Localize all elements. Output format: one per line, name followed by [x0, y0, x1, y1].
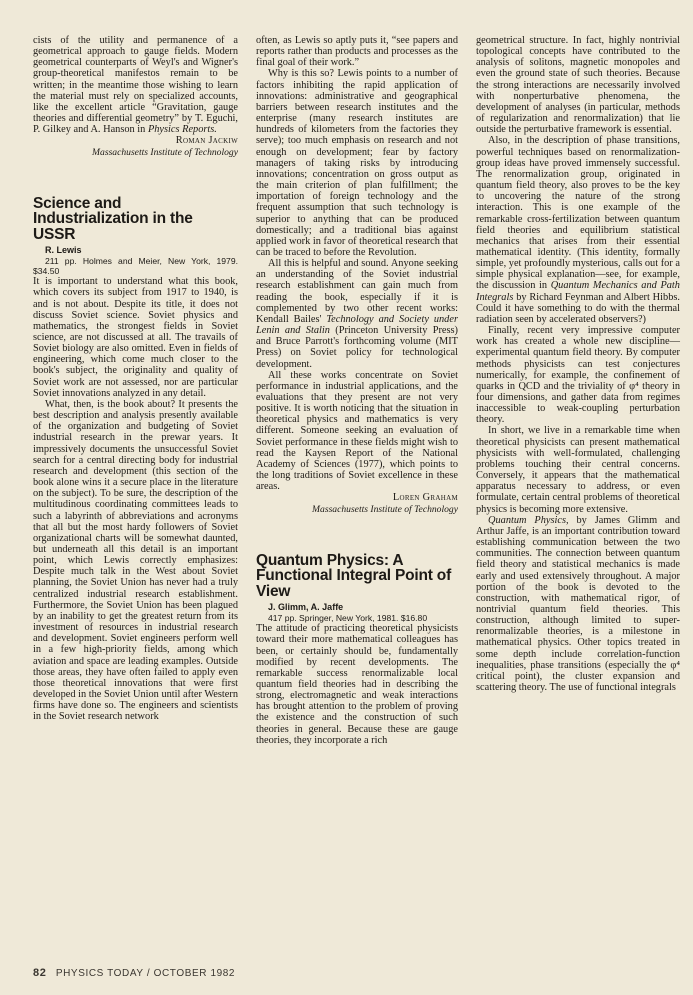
reviewer-signature	[33, 135, 238, 146]
page-footer	[33, 967, 235, 979]
reviewer-signature	[256, 492, 458, 503]
journal-issue: PHYSICS TODAY / OCTOBER 1982	[55, 968, 236, 979]
reviewer-name: Loren Graham	[392, 492, 458, 504]
paragraph	[476, 515, 680, 694]
reviewer-affiliation: Massachusetts Institute of Technology	[92, 146, 238, 158]
paragraph	[256, 258, 458, 370]
paragraph: What, then, is the book about? It presents the best description and analysis presently available of the organization and budgeting of Soviet industrial research in the prewar years. It impressively documents the unsuccessful Soviet search for a central directing body for industrial research and development (this section of the book alone wins it a secure place in the literature on the subject). To be sure, the description of the multitudinous coordinating committees leads to such a labyrinth of abbreviations and acronyms that all but the most hardy followers of Soviet organizational charts will be somewhat daunted, but underneath all this detail is an important point, which Lewis correctly emphasizes: Despite much talk in the West about Soviet planning, the Soviet Union has never had a truly centralized industrial research establishment. Furthermore, the Soviet Union has been plagued by an inability to get the greatest return from its investment of resources in industrial research and development. Soviet engineers perform well in a few high-priority fields, among which aviation and space are leading examples. Outside those areas, they have often failed to apply even those theoretical innovations that were first developed in the Soviet Union until after Western firms have done so. The engineers and scientists in the Soviet research network	[33, 398, 238, 723]
paragraph	[476, 135, 680, 325]
column-2	[256, 35, 458, 746]
italic-title: Quantum Mechanics and Path Integrals	[476, 280, 680, 303]
review-title: Science and Industrialization in the USSR	[33, 194, 193, 243]
paragraph: In short, we live in a remarkable time when theoretical physicists can present mathematical physicists with well-formulated, challenging problems touching their central concerns. Conversely, it appears that the mathematical apparatus necessary to address, or even formulate, certain central problems of theoretical physics is becoming more extensive.	[476, 425, 680, 515]
paragraph: Why is this so? Lewis points to a number of factors inhibiting the rapid application of innovations: administrative and geographical barriers between research institutes and the enterprise (many research institutes are hundreds of kilometers from the factories they serve); too much emphasis on research and not enough on development; fear by factory managers of taking risks by introducing innovations; concentration on gross output as the main criterion of plan fulfillment; the importation of foreign technology and the frequent assumption that such technology is superior to anything that can be produced domestically; and a traditional bias against applied work in favor of theoretical research that can be traced to before the Revolution.	[256, 68, 458, 258]
review-title: Quantum Physics: A Functional Integral Point of View	[256, 551, 452, 600]
paragraph-text: by Richard Feynman and Albert Hibbs. Could it have something to do with the thermal radiation seen by accelerated observers?)	[476, 291, 680, 325]
paragraph: often, as Lewis so aptly puts it, “see papers and reports rather than products and processes as the final goal of their work.”	[256, 35, 458, 69]
italic-title: Physics Reports.	[147, 124, 217, 136]
paragraph-text: cists of the utility and permanence of a geometrical approach to gauge fields. Modern geometrical counterparts of Weyl's and Wigner's group-theoretical manifestos remain to be written; in the meantime those wishing to learn the material must rely on specialized accounts, like the excellent article “Gravitation, gauge theories and differential geometry” by T. Eguchi, P. Gilkey and A. Hanson in	[33, 35, 238, 136]
paragraph: geometrical structure. In fact, highly nontrivial topological concepts have contributed to the analysis of solitons, magnetic monopoles and even the ground state of such theories. Because the strong interactions are necessarily involved with nonperturbative phenomena, the development of analyses (in particular, methods of regularization and renormalization) that lie outside the perturbative framework is essential.	[476, 35, 680, 136]
italic-title: Quantum Physics,	[488, 514, 569, 526]
paragraph: It is important to understand what this book, which covers its subject from 1917 to 1940, is and is not about. Despite its title, it does not discuss Soviet science. Soviet physics and mathematics, the strongest fields in Soviet science, are not discussed at all. The travails of Soviet biology are also omitted. Even in fields of engineering, which come much closer to the book's subject, the originality and quality of Soviet work are not assessed, nor are particular Soviet innovations analyzed in any detail.	[33, 276, 238, 399]
paragraph: Finally, recent very impressive computer work has created a whole new discipline—experimental quantum field theory. By computer methods physicists can test conjectures numerically, for example, the confinement of quarks in QCD and the triviality of φ⁴ theory in four dimensions, and gather data from regimes inaccessible to weak-coupling perturbation theory.	[476, 325, 680, 426]
review-author: J. Glimm, A. Jaffe	[268, 602, 344, 613]
paragraph-text: by James Glimm and Arthur Jaffe, is an important contribution toward establishing communication between the two communities. The connection between quantum field theory and statistical mechanics is made early and used extensively throughout. A major portion of the book is devoted to the construction, with mathematical rigor, of nontrivial quantum field theories. This construction, although limited to super-renormalizable theories, is a milestone in mathematical physics. Other topics treated in some depth include correlation-function inequalities, phase transitions (especially the φ⁴ critical point), the cluster expansion and scattering theory. The use of functional integrals	[476, 514, 680, 694]
paragraph-text: All this is helpful and sound. Anyone seeking an understanding of the Soviet industrial research establishment can gain much from reading the book, especially if it is complemented by two other recent works: Kendall Bailes'	[256, 258, 458, 325]
paragraph: All these works concentrate on Soviet performance in industrial applications, and the evaluations that they present are not very positive. It is worth noticing that the situation in theoretical physics and mathematics is very different. Someone seeking an evaluation of Soviet performance in these fields might wish to read the Kaysen Report of the National Academy of Sciences (1977), which points to the long traditions of Soviet excellence in these areas.	[256, 369, 458, 493]
paragraph: The attitude of practicing theoretical physicists toward their more mathematical colleagues has been, or certainly should be, fundamentally modified by recent developments. The remarkable success renormalizable local quantum field theories had in describing the strong, electromagnetic and weak interactions has brought attention to the problem of proving the existence and the construction of such theories in general. Because these are gauge theories, they incorporate a rich	[256, 623, 458, 746]
italic-title: Technology and Society under Lenin and Stalin	[256, 313, 458, 337]
publication-info: 417 pp. Springer, New York, 1981. $16.80	[268, 613, 428, 624]
page-number: 82	[33, 967, 47, 979]
reviewer-affiliation: Massachusetts Institute of Technology	[312, 503, 458, 515]
review-author: R. Lewis	[45, 245, 82, 256]
reviewer-name: Roman Jackiw	[175, 135, 238, 147]
paragraph	[33, 35, 238, 135]
column-3	[476, 35, 680, 693]
column-1	[33, 35, 238, 722]
paragraph-text: (Princeton University Press) and Bruce Parrott's forthcoming volume (MIT Press) on Soviet policy for technological development.	[256, 325, 458, 370]
paragraph-text: Also, in the description of phase transitions, powerful techniques based on renormalization-group ideas have proved immensely successful. The renormalization group, originated in quantum field theory, also proves to be the key to uncovering the nature of the strong interaction. This is one example of the remarkable cross-fertilization between quantum field theories and equilibrium statistical mechanics that arises from their essential mathematical identity. (This identity, formally simple, yet profoundly mysterious, calls out for a simple physical explanation—see, for example, the discussion in	[476, 135, 680, 292]
publication-info: 211 pp. Holmes and Meier, New York, 1979. $34.50	[33, 256, 238, 277]
